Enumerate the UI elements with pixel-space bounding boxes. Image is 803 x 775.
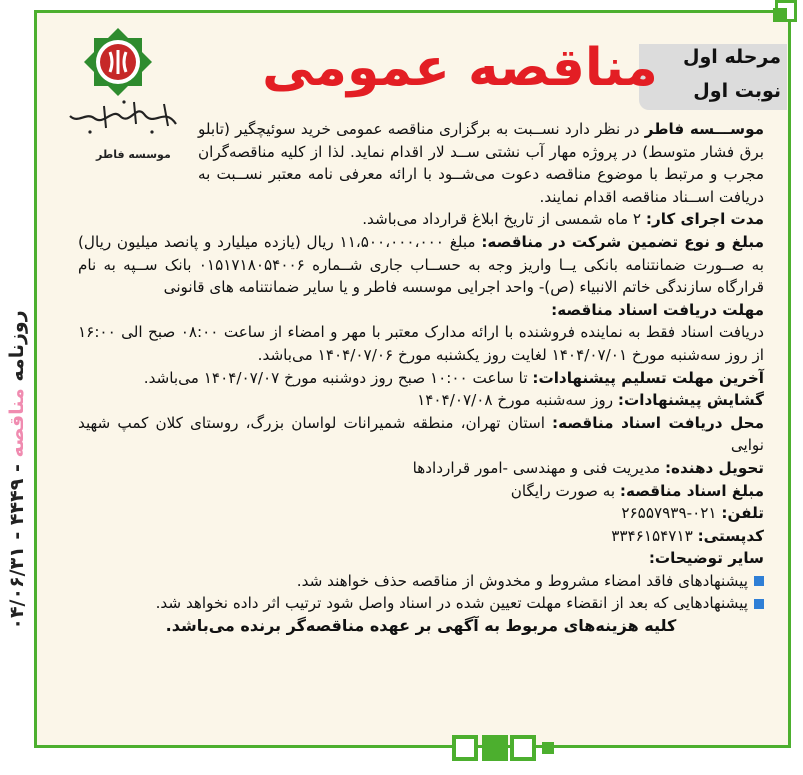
round-label: نوبت اول	[693, 80, 781, 102]
org-name: موســـسه فاطر	[644, 120, 764, 138]
guarantee-row	[78, 231, 764, 299]
ad-body	[78, 118, 764, 638]
delivery-value: مدیریت فنی و مهندسی -امور قراردادها	[412, 458, 665, 477]
bottom-decoration	[542, 742, 554, 754]
square-bullet-icon	[754, 576, 764, 586]
final-note: کلیه هزینه‌های مربوط به آگهی بر عهده مناقصه‌گر برنده می‌باشد.	[165, 616, 677, 636]
list-item	[78, 570, 764, 593]
deadline-row	[78, 321, 764, 366]
guarantee-label: مبلغ و نوع تضمین شرکت در مناقصه:	[481, 232, 764, 251]
location-row	[78, 412, 764, 457]
corner-decoration-fill	[773, 8, 787, 22]
side-suffix: - ۴۴۴۹ - ۰۴/۰۶/۳۱	[6, 457, 28, 630]
postal-row	[78, 525, 764, 548]
newspaper-side-label	[6, 310, 28, 629]
duration-value: ۲ ماه شمسی از تاریخ ابلاغ قرارداد می‌باشد.	[362, 210, 646, 229]
location-label: محل دریافت اسناد مناقصه:	[552, 413, 764, 432]
opening-label: گشایش پیشنهادات:	[617, 391, 764, 410]
opening-row	[78, 389, 764, 412]
delivery-row	[78, 457, 764, 480]
postal-label: کدپستی:	[697, 526, 764, 545]
submission-row	[78, 367, 764, 390]
intro-text: در نظر دارد نســبت به برگزاری مناقصه عمومی خرید سوئیچگیر (تابلو برق فشار متوسط) در پروژه مهار آب نشتی ســد لار اقدام نماید. لذا از کلیه مناقصه‌گران مجرب و مرتبط با موضوع مناقصه دعوت می‌شــود با ارائه معرفی نامه معتبر نســبت به دریافت اســناد مناقصه اقدام نمایند.	[198, 120, 764, 206]
phone-row	[78, 502, 764, 525]
opening-value: روز سه‌شنبه مورخ ۱۴۰۴/۰۷/۰۸	[417, 391, 618, 410]
note-text: پیشنهادهایی که بعد از انقضاء مهلت تعیین شده در اسناد واصل شود ترتیب اثر داده نخواهد شد.	[155, 594, 748, 613]
ad-title: مناقصه عمومی	[262, 38, 658, 98]
submission-value: تا ساعت ۱۰:۰۰ صبح روز دوشنبه مورخ ۱۴۰۴/۰۷/۰۷ می‌باشد.	[143, 368, 533, 387]
notes-row	[78, 547, 764, 570]
guarantee-value: مبلغ ۱۱،۵۰۰،۰۰۰،۰۰۰ ریال (یازده میلیارد و پانصد میلیون ریال) به صــورت ضمانتنامه بانکی یــا واریز وجه به حســاب جاری شــماره ۰۱۵۱۷۱۸۰۵۴۰۰۶ بانک ســپه به نام قرارگاه سازندگی خاتم الانبیاء (ص)- واحد اجرایی موسسه فاطر و یا سایر ضمانتنامه های قانونی	[78, 232, 764, 297]
location-value: استان تهران، منطقه شمیرانات لواسان بزرگ، روستای کلان کمپ شهید نوایی	[78, 413, 764, 455]
bottom-decoration	[452, 735, 478, 761]
intro-paragraph	[78, 118, 764, 208]
bottom-decoration	[482, 735, 508, 761]
square-bullet-icon	[754, 599, 764, 609]
phone-value: ۰۲۱-۲۶۵۵۷۹۳۹	[621, 504, 722, 523]
price-value: به صورت رایگان	[510, 481, 620, 500]
deadline-value: دریافت اسناد فقط به نماینده فروشنده با ارائه مدارک معتبر با مهر و امضاء از ساعت ۰۸:۰۰ صبح الی ۱۶:۰۰ از روز سه‌شنبه مورخ ۱۴۰۴/۰۷/۰۱ لغایت روز یکشنبه مورخ ۱۴۰۴/۰۷/۰۶ می‌باشد.	[78, 323, 764, 364]
notes-label: سایر توضیحات:	[648, 549, 764, 568]
postal-value: ۳۳۴۶۱۵۴۷۱۳	[611, 526, 698, 545]
list-item	[78, 592, 764, 615]
delivery-label: تحویل دهنده:	[664, 458, 764, 477]
iran-emblem-icon	[58, 22, 178, 102]
note-text: پیشنهادهای فاقد امضاء مشروط و مخدوش از مناقصه حذف خواهند شد.	[296, 571, 748, 590]
side-prefix: روزنامه	[6, 310, 28, 389]
bottom-decoration	[510, 735, 536, 761]
duration-label: مدت اجرای کار:	[645, 210, 764, 229]
price-label: مبلغ اسناد مناقصه:	[619, 481, 764, 500]
stage-label: مرحله اول	[683, 46, 781, 68]
deadline-label: مهلت دریافت اسناد مناقصه:	[551, 300, 764, 319]
submission-label: آخرین مهلت تسلیم پیشنهادات:	[532, 368, 764, 387]
deadline-label-row	[78, 299, 764, 322]
price-row	[78, 480, 764, 503]
logo-caption: موسسه فاطر	[96, 148, 171, 161]
side-brand: مناقصه	[6, 388, 28, 458]
duration-row	[78, 208, 764, 231]
phone-label: تلفن:	[721, 504, 764, 523]
